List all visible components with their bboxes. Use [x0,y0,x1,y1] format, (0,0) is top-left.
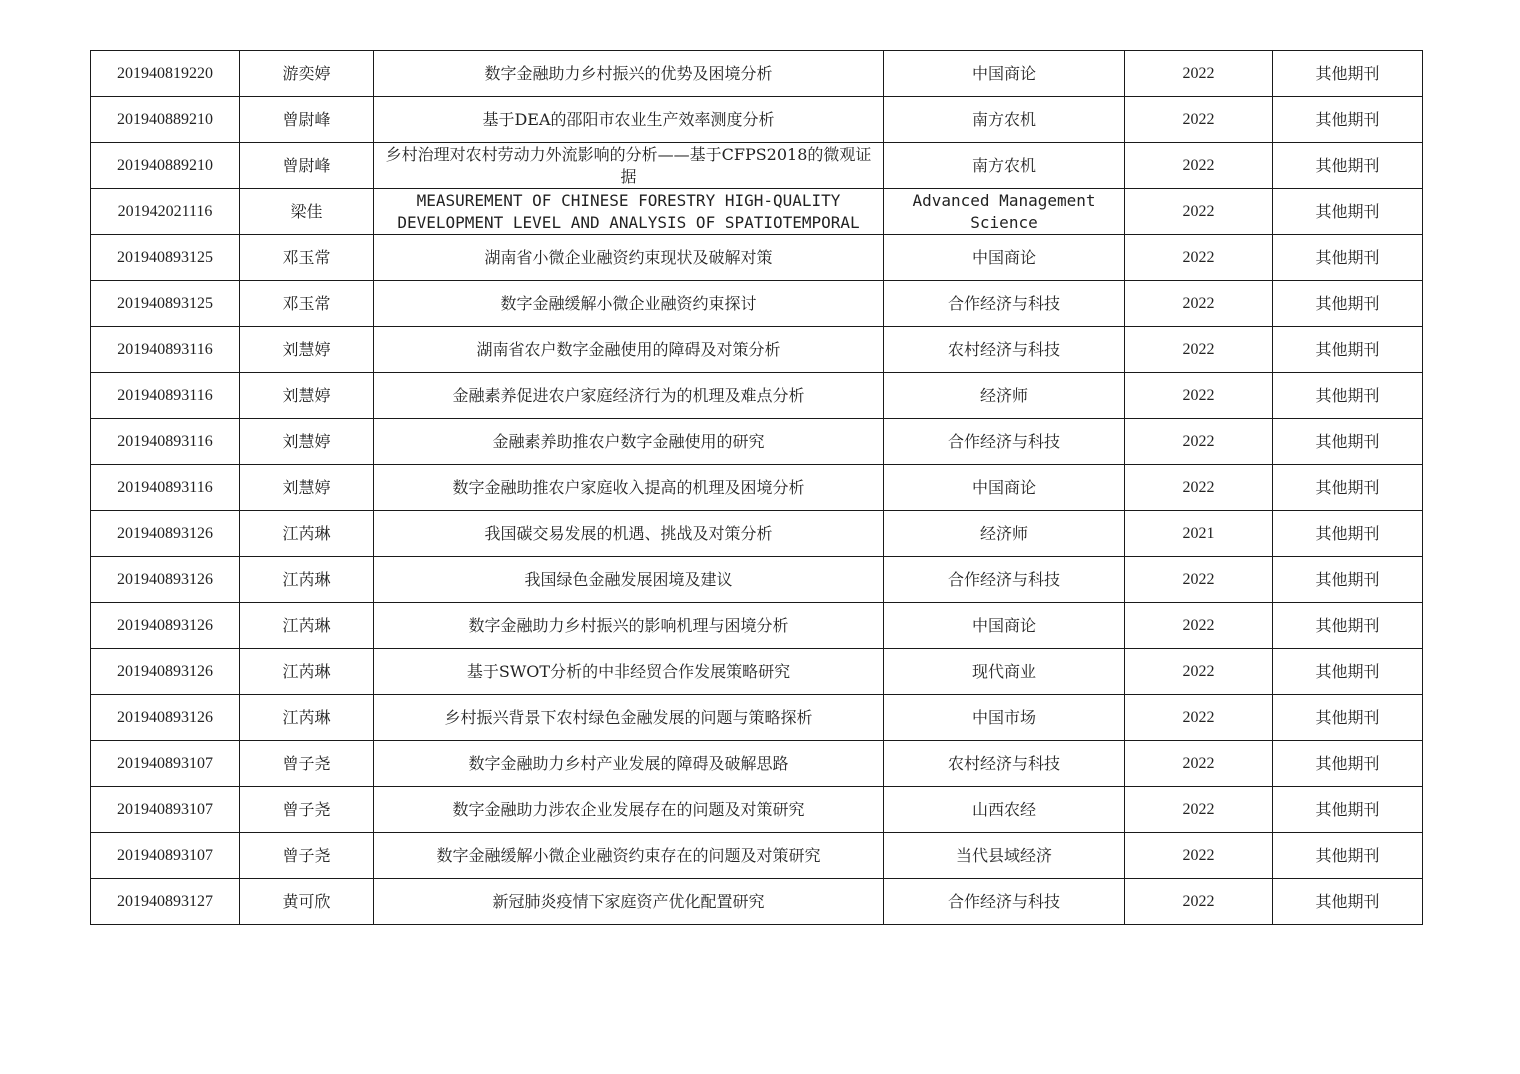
table-row [91,373,1423,419]
table-row [91,511,1423,557]
author-name-cell: 江芮琳 [240,557,374,603]
student-id-cell: 201940893127 [91,879,240,925]
year-cell: 2022 [1125,465,1273,511]
table-row [91,189,1423,235]
author-name-cell: 曾子尧 [240,741,374,787]
journal-type-cell: 其他期刊 [1273,695,1423,741]
student-id-cell: 201940893116 [91,419,240,465]
student-id-cell: 201940893107 [91,741,240,787]
journal-type-cell: 其他期刊 [1273,189,1423,235]
paper-title-cell: 湖南省小微企业融资约束现状及破解对策 [374,235,884,281]
author-name-cell: 曾子尧 [240,833,374,879]
author-name-cell: 黄可欣 [240,879,374,925]
paper-title-cell: 我国绿色金融发展困境及建议 [374,557,884,603]
student-id-cell: 201940893116 [91,373,240,419]
student-id-cell: 201940893107 [91,833,240,879]
year-cell: 2022 [1125,235,1273,281]
year-cell: 2022 [1125,373,1273,419]
journal-cell: 农村经济与科技 [884,327,1125,373]
student-id-cell: 201940893116 [91,327,240,373]
journal-cell: 南方农机 [884,97,1125,143]
table-row [91,419,1423,465]
year-cell: 2022 [1125,833,1273,879]
year-cell: 2022 [1125,557,1273,603]
author-name-cell: 江芮琳 [240,511,374,557]
author-name-cell: 曾子尧 [240,787,374,833]
paper-title-cell: 金融素养助推农户数字金融使用的研究 [374,419,884,465]
author-name-cell: 曾尉峰 [240,143,374,189]
author-name-cell: 邓玉常 [240,235,374,281]
journal-cell: 现代商业 [884,649,1125,695]
journal-cell: 合作经济与科技 [884,557,1125,603]
journal-cell: 山西农经 [884,787,1125,833]
student-id-cell: 201940893126 [91,649,240,695]
year-cell: 2022 [1125,189,1273,235]
student-id-cell: 201940893126 [91,511,240,557]
paper-title-cell: 数字金融助力乡村振兴的优势及困境分析 [374,51,884,97]
journal-cell: 中国商论 [884,235,1125,281]
journal-cell: 经济师 [884,373,1125,419]
journal-type-cell: 其他期刊 [1273,787,1423,833]
journal-cell: Advanced Management Science [884,189,1125,235]
journal-type-cell: 其他期刊 [1273,511,1423,557]
author-name-cell: 曾尉峰 [240,97,374,143]
author-name-cell: 刘慧婷 [240,373,374,419]
paper-title-cell: 湖南省农户数字金融使用的障碍及对策分析 [374,327,884,373]
paper-title-cell: 基于DEA的邵阳市农业生产效率测度分析 [374,97,884,143]
paper-title-cell: 数字金融缓解小微企业融资约束探讨 [374,281,884,327]
table-row [91,143,1423,189]
year-cell: 2022 [1125,741,1273,787]
student-id-cell: 201940819220 [91,51,240,97]
year-cell: 2022 [1125,419,1273,465]
table-row [91,97,1423,143]
year-cell: 2022 [1125,97,1273,143]
table-row [91,235,1423,281]
table-body [91,51,1423,925]
student-id-cell: 201940893125 [91,281,240,327]
student-id-cell: 201940893107 [91,787,240,833]
paper-title-cell: 金融素养促进农户家庭经济行为的机理及难点分析 [374,373,884,419]
journal-cell: 农村经济与科技 [884,741,1125,787]
student-id-cell: 201940893116 [91,465,240,511]
journal-type-cell: 其他期刊 [1273,649,1423,695]
journal-type-cell: 其他期刊 [1273,465,1423,511]
journal-cell: 中国商论 [884,51,1125,97]
journal-type-cell: 其他期刊 [1273,741,1423,787]
student-id-cell: 201940889210 [91,97,240,143]
author-name-cell: 江芮琳 [240,649,374,695]
journal-type-cell: 其他期刊 [1273,833,1423,879]
journal-type-cell: 其他期刊 [1273,327,1423,373]
paper-title-cell: 乡村振兴背景下农村绿色金融发展的问题与策略探析 [374,695,884,741]
year-cell: 2022 [1125,51,1273,97]
author-name-cell: 江芮琳 [240,695,374,741]
journal-type-cell: 其他期刊 [1273,235,1423,281]
journal-type-cell: 其他期刊 [1273,557,1423,603]
year-cell: 2022 [1125,143,1273,189]
author-name-cell: 梁佳 [240,189,374,235]
author-name-cell: 刘慧婷 [240,327,374,373]
publication-table [90,50,1423,925]
paper-title-cell: 数字金融助力乡村产业发展的障碍及破解思路 [374,741,884,787]
table-row [91,649,1423,695]
table-row [91,465,1423,511]
paper-title-cell: 新冠肺炎疫情下家庭资产优化配置研究 [374,879,884,925]
table-row [91,695,1423,741]
year-cell: 2021 [1125,511,1273,557]
student-id-cell: 201940893126 [91,557,240,603]
journal-type-cell: 其他期刊 [1273,51,1423,97]
author-name-cell: 邓玉常 [240,281,374,327]
paper-title-cell: 数字金融缓解小微企业融资约束存在的问题及对策研究 [374,833,884,879]
paper-title-cell: 基于SWOT分析的中非经贸合作发展策略研究 [374,649,884,695]
journal-cell: 合作经济与科技 [884,879,1125,925]
student-id-cell: 201940893126 [91,695,240,741]
journal-cell: 中国商论 [884,465,1125,511]
paper-title-cell: MEASUREMENT OF CHINESE FORESTRY HIGH-QUALITY DEVELOPMENT LEVEL AND ANALYSIS OF SPATIOTEMPORAL [374,189,884,235]
journal-cell: 合作经济与科技 [884,419,1125,465]
journal-cell: 中国市场 [884,695,1125,741]
journal-type-cell: 其他期刊 [1273,419,1423,465]
table-row [91,833,1423,879]
year-cell: 2022 [1125,281,1273,327]
paper-title-cell: 我国碳交易发展的机遇、挑战及对策分析 [374,511,884,557]
year-cell: 2022 [1125,327,1273,373]
year-cell: 2022 [1125,649,1273,695]
journal-type-cell: 其他期刊 [1273,143,1423,189]
year-cell: 2022 [1125,603,1273,649]
table-row [91,327,1423,373]
author-name-cell: 刘慧婷 [240,465,374,511]
table-row [91,603,1423,649]
paper-title-cell: 数字金融助力乡村振兴的影响机理与困境分析 [374,603,884,649]
student-id-cell: 201940893125 [91,235,240,281]
journal-type-cell: 其他期刊 [1273,603,1423,649]
table-row [91,741,1423,787]
year-cell: 2022 [1125,695,1273,741]
journal-cell: 南方农机 [884,143,1125,189]
journal-type-cell: 其他期刊 [1273,97,1423,143]
table-row [91,51,1423,97]
table-row [91,787,1423,833]
paper-title-cell: 数字金融助力涉农企业发展存在的问题及对策研究 [374,787,884,833]
student-id-cell: 201940893126 [91,603,240,649]
author-name-cell: 刘慧婷 [240,419,374,465]
year-cell: 2022 [1125,787,1273,833]
student-id-cell: 201942021116 [91,189,240,235]
student-id-cell: 201940889210 [91,143,240,189]
journal-cell: 经济师 [884,511,1125,557]
paper-title-cell: 数字金融助推农户家庭收入提高的机理及困境分析 [374,465,884,511]
table-row [91,281,1423,327]
paper-title-cell: 乡村治理对农村劳动力外流影响的分析——基于CFPS2018的微观证据 [374,143,884,189]
journal-type-cell: 其他期刊 [1273,281,1423,327]
journal-cell: 合作经济与科技 [884,281,1125,327]
journal-cell: 中国商论 [884,603,1125,649]
table-row [91,879,1423,925]
journal-cell: 当代县域经济 [884,833,1125,879]
table-row [91,557,1423,603]
journal-type-cell: 其他期刊 [1273,373,1423,419]
journal-type-cell: 其他期刊 [1273,879,1423,925]
author-name-cell: 游奕婷 [240,51,374,97]
year-cell: 2022 [1125,879,1273,925]
author-name-cell: 江芮琳 [240,603,374,649]
